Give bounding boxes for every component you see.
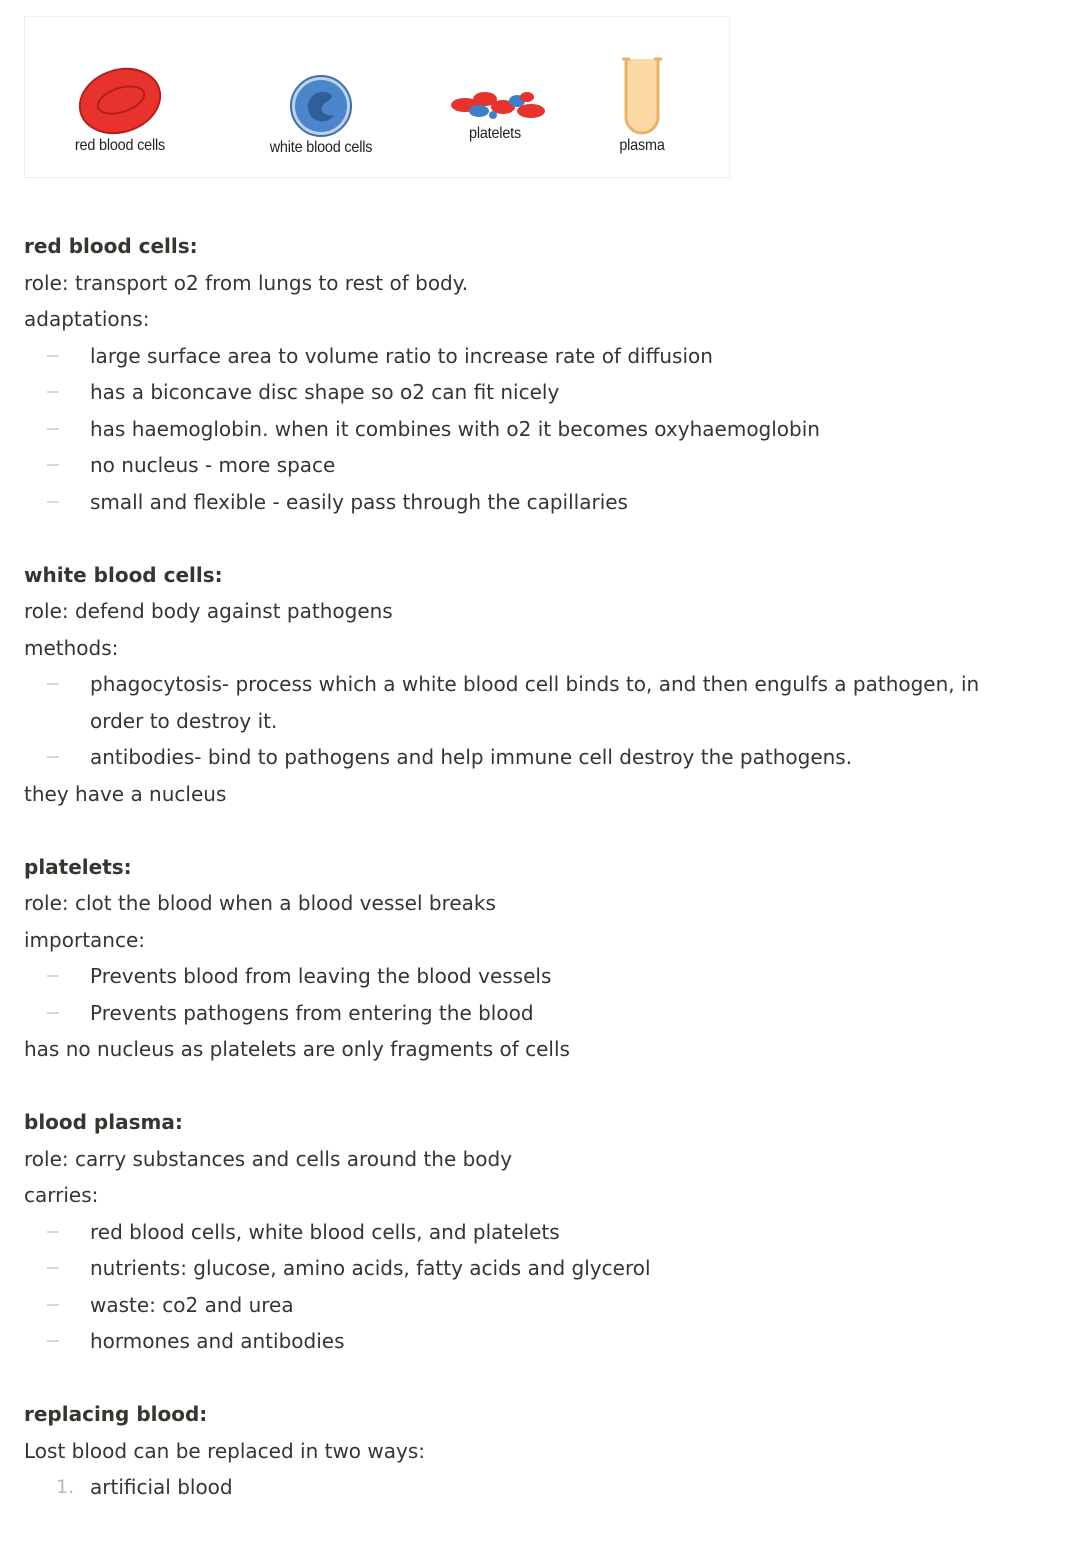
note-text: they have a nucleus: [24, 781, 227, 806]
list-item: red blood cells, white blood cells, and platelets: [24, 1214, 1044, 1251]
intro-text: Lost blood can be replaced in two ways:: [24, 1438, 426, 1463]
subheading: carries:: [24, 1183, 99, 1207]
section-heading: white blood cells:: [24, 562, 223, 587]
white-blood-cell-item: [261, 73, 381, 157]
list-item: no nucleus - more space: [24, 447, 1044, 484]
role-text: role: transport o2 from lungs to rest of body.: [24, 270, 469, 295]
platelets-section: [24, 849, 1044, 1068]
plasma-item: [607, 53, 677, 155]
methods-list: [24, 666, 1044, 776]
section-heading: red blood cells:: [24, 234, 198, 258]
carries-list: [24, 1214, 1044, 1360]
replacing-blood-section: [24, 1396, 1044, 1506]
list-item-text: artificial blood: [90, 1475, 233, 1499]
red-blood-cells-section: [24, 228, 1044, 520]
list-item: [24, 1469, 1044, 1506]
red-blood-cell-item: [65, 65, 175, 155]
subheading: importance:: [24, 927, 146, 952]
white-blood-cells-caption: white blood cells: [269, 139, 373, 156]
list-item: Prevents blood from leaving the blood vessels: [24, 958, 1044, 995]
section-heading: platelets:: [24, 854, 132, 879]
blood-components-figure: [24, 16, 730, 178]
blood-plasma-section: [24, 1104, 1044, 1360]
role-text: role: carry substances and cells around the body: [24, 1146, 513, 1171]
list-item: hormones and antibodies: [24, 1323, 1044, 1360]
section-heading: blood plasma:: [24, 1110, 183, 1134]
role-text: role: defend body against pathogens: [24, 599, 393, 623]
note-text: has no nucleus as platelets are only fragments of cells: [24, 1037, 570, 1061]
subheading: adaptations:: [24, 307, 150, 331]
list-item: nutrients: glucose, amino acids, fatty acids and glycerol: [24, 1250, 1044, 1287]
list-item: has haemoglobin. when it combines with o2 it becomes oxyhaemoglobin: [24, 411, 1044, 448]
platelets-caption: platelets: [468, 125, 522, 142]
list-item: Prevents pathogens from entering the blood: [24, 995, 1044, 1032]
red-blood-cell-icon: [75, 65, 165, 137]
list-number: 1.: [56, 1476, 75, 1498]
notes-content: [24, 228, 1044, 1542]
plasma-tube-icon: [620, 53, 664, 137]
importance-list: [24, 958, 1044, 1031]
list-item: large surface area to volume ratio to increase rate of diffusion: [24, 338, 1044, 375]
red-blood-cells-caption: red blood cells: [74, 137, 166, 154]
replacement-methods-list: [24, 1469, 1044, 1506]
platelets-item: [445, 85, 545, 143]
list-item: antibodies- bind to pathogens and help immune cell destroy the pathogens.: [24, 739, 1044, 776]
adaptations-list: [24, 338, 1044, 521]
section-heading: replacing blood:: [24, 1402, 208, 1426]
white-blood-cell-icon: [288, 73, 354, 139]
role-text: role: clot the blood when a blood vessel breaks: [24, 891, 496, 915]
white-blood-cells-section: [24, 557, 1044, 813]
subheading: methods:: [24, 635, 119, 660]
list-item: waste: co2 and urea: [24, 1287, 1044, 1324]
plasma-caption: plasma: [619, 137, 665, 154]
list-item: small and flexible - easily pass through the capillaries: [24, 484, 1044, 521]
list-item: has a biconcave disc shape so o2 can fit nicely: [24, 374, 1044, 411]
platelets-icon: [445, 85, 549, 125]
list-item: phagocytosis- process which a white blood cell binds to, and then engulfs a pathogen, in order to destroy it.: [24, 666, 1010, 739]
